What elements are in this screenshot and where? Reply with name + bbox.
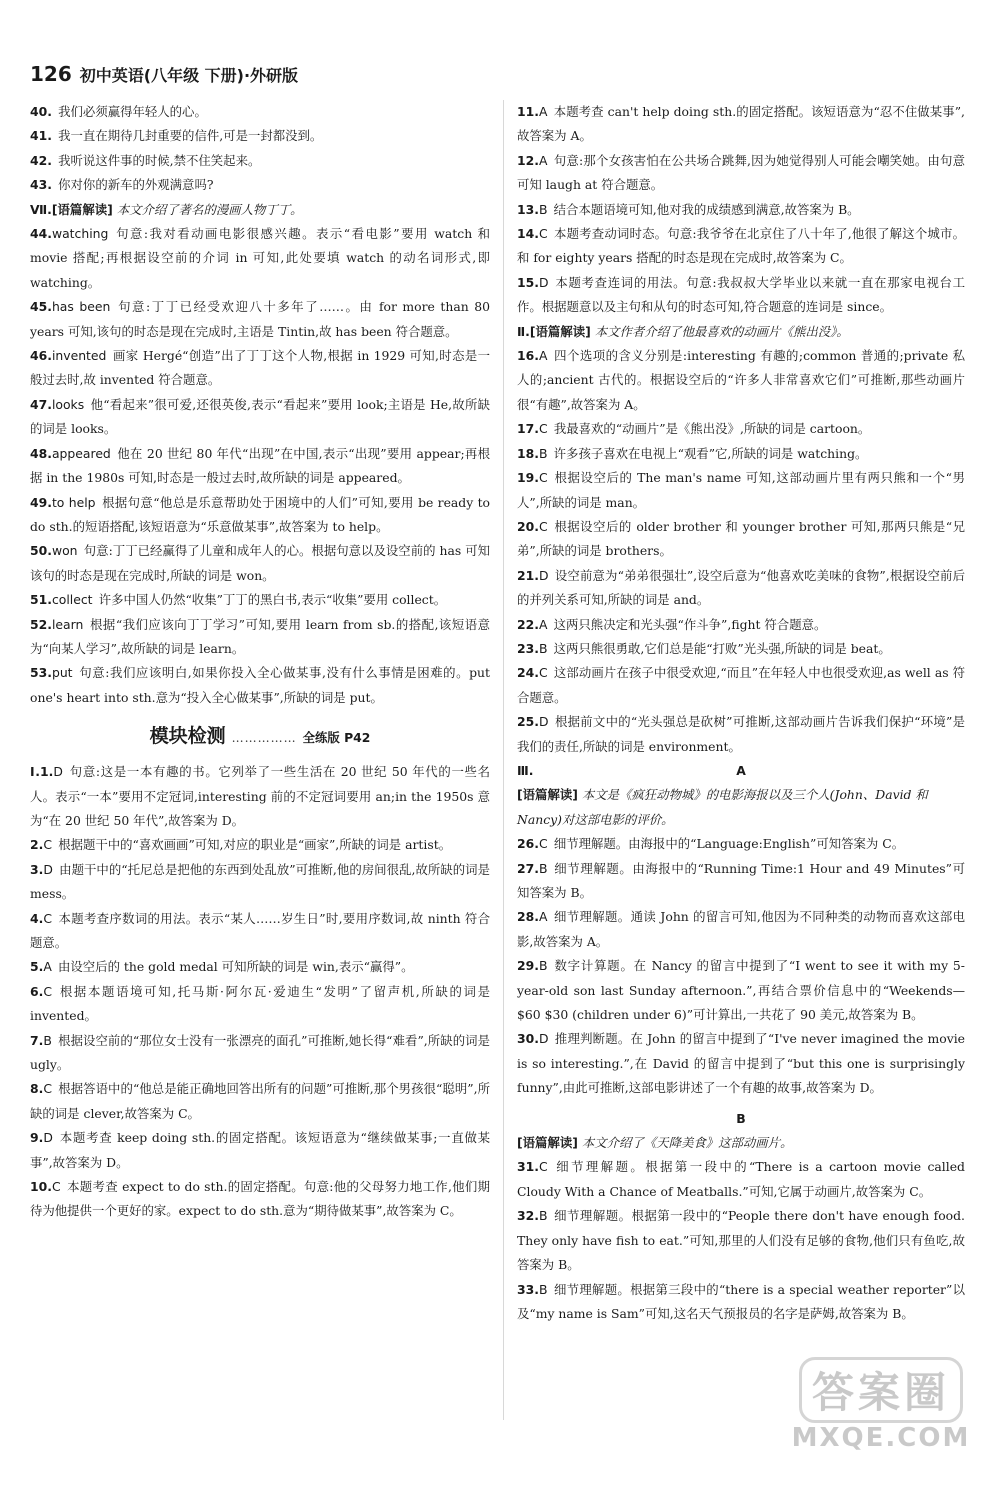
item-explanation: 推理判断题。在 John 的留言中提到了“I've never imagined the movie is so interesting.”,在 David 的留言中提到了“but this one is surprisingly funny”,由此可推断,这部电影讲述了一个有趣的故事,故答案为 D。: [517, 1031, 965, 1096]
item-number: 24.: [517, 665, 539, 681]
item-answer: C: [43, 910, 52, 926]
answer-item: [517, 222, 965, 271]
item-explanation: 我们必须赢得年轻人的心。: [58, 104, 207, 119]
answer-item: [30, 955, 490, 979]
item-answer: D: [538, 274, 549, 290]
item-explanation: 许多中国人仍然“收集”丁丁的黑白书,表示“收集”要用 collect。: [98, 592, 447, 608]
item-explanation: 根据设空前的“那位女士没有一张漂亮的面孔”可推断,她长得“难看”,所缺的词是 ugly。: [30, 1032, 490, 1073]
answer-item: [30, 149, 490, 173]
item-answer: D: [538, 567, 549, 583]
item-explanation: 细节理解题。由海报中的“Running Time:1 Hour and 49 Minutes”可知答案为 B。: [517, 860, 965, 900]
item-explanation: 我一直在期待几封重要的信件,可是一封都没到。: [58, 128, 323, 144]
item-answer: B: [538, 201, 548, 217]
item-answer: C: [538, 665, 548, 681]
item-answer: looks: [51, 396, 85, 412]
item-explanation: 这部动画片在孩子中很受欢迎,“而且”在年轻人中也很受欢迎,as well as 符合题意。: [517, 665, 965, 705]
answer-item: [30, 491, 490, 540]
watermark-url: MXQE.COM: [791, 1423, 971, 1453]
answer-item: [30, 295, 490, 344]
item-explanation: 你对你的新车的外观满意吗?: [58, 177, 214, 193]
item-answer: C: [538, 470, 548, 486]
module-test-heading: [30, 724, 490, 754]
item-explanation: 句意:丁丁已经赢得了儿童和成年人的心。根据句意以及设空前的 has 可知该句的时态是现在完成时,所缺的词是 won。: [30, 543, 490, 583]
item-number: 21.: [517, 567, 539, 583]
item-explanation: 结合本题语境可知,他对我的成绩感到满意,故答案为 B。: [553, 201, 860, 217]
page-reference: 全练版 P42: [302, 730, 371, 746]
item-number: 30.: [517, 1031, 539, 1047]
item-answer: C: [43, 1081, 52, 1097]
item-explanation: 细节理解题。通读 John 的留言可知,他因为不同种类的动物而喜欢这部电影,故答案为 A。: [517, 909, 965, 949]
item-answer: C: [538, 1159, 548, 1175]
answer-item: [517, 905, 965, 954]
answer-item: [30, 442, 490, 491]
left-column: [30, 100, 490, 1224]
item-answer: B: [538, 640, 548, 656]
item-explanation: 由题干中的“托尼总是把他的东西到处乱放”可推断,他的房间很乱,故所缺的词是 mess。: [30, 861, 490, 902]
item-answer: D: [538, 714, 549, 730]
item-number: 53.: [30, 665, 52, 681]
item-number: 49.: [30, 494, 52, 510]
answer-list: [517, 832, 965, 1100]
item-number: 41.: [30, 128, 52, 144]
item-number: 26.: [517, 836, 539, 852]
item-answer: B: [43, 1032, 52, 1048]
item-explanation: 本题考查 keep doing sth.的固定搭配。该短语意为“继续做某事;一直做某事”,故答案为 D。: [30, 1130, 490, 1170]
answer-item: [30, 124, 490, 148]
item-explanation: 根据“我们应该向丁丁学习”可知,要用 learn from sb.的搭配,该短语意为“向某人学习”,故所缺的词是 learn。: [30, 616, 490, 656]
item-number: 19.: [517, 470, 539, 486]
item-number: 27.: [517, 860, 539, 876]
right-column: [517, 100, 965, 1326]
answer-item: [30, 588, 490, 612]
answer-item: [517, 271, 965, 320]
item-answer: D: [43, 861, 53, 877]
item-number: 13.: [517, 201, 539, 217]
item-answer: C: [538, 421, 548, 437]
item-explanation: 他在 20 世纪 80 年代“出现”在中国,表示“出现”要用 appear;再根据 in the 1980s 可知,时态是一般过去时,故所缺的词是 appeared。: [30, 445, 490, 486]
item-answer: B: [538, 445, 548, 461]
item-number: 11.: [517, 104, 539, 119]
item-answer: D: [43, 1130, 53, 1146]
item-number: 12.: [517, 152, 539, 168]
item-explanation: 许多孩子喜欢在电视上“观看”它,所缺的词是 watching。: [553, 445, 868, 461]
answer-item: [517, 613, 965, 637]
answer-item: [30, 173, 490, 197]
item-explanation: 本题考查 can't help doing sth.的固定搭配。该短语意为“忍不住做某事”,故答案为 A。: [517, 104, 965, 144]
module-title: 模块检测: [149, 725, 226, 748]
answer-item: [517, 857, 965, 906]
item-explanation: 我听说这件事的时候,禁不住笑起来。: [58, 152, 261, 168]
answer-item: [30, 760, 490, 833]
item-number: Ⅰ.1.: [30, 764, 54, 780]
item-number: 32.: [517, 1208, 539, 1224]
item-answer: collect: [51, 592, 93, 608]
answer-item: [30, 344, 490, 393]
page-header: [30, 62, 298, 86]
passage-letter: A: [736, 762, 746, 778]
answer-item: [30, 100, 490, 124]
item-number: 46.: [30, 348, 52, 364]
item-explanation: 根据句意“他总是乐意帮助处于困境中的人们”可知,要用 be ready to do sth.的短语搭配,该短语意为“乐意做某事”,故答案为 to help。: [30, 494, 491, 534]
answer-item: [517, 515, 965, 564]
answer-item: [30, 613, 490, 662]
item-answer: put: [51, 665, 73, 681]
item-number: 43.: [30, 177, 52, 193]
answer-item: [517, 198, 965, 222]
item-explanation: 四个选项的含义分别是:interesting 有趣的;common 普通的;private 私人的;ancient 古代的。根据设空后的“许多人非常喜欢它们”可推断,那些动画片很“有趣”,故答案为 A。: [517, 348, 965, 412]
answer-item: [517, 417, 965, 441]
answer-item: [517, 149, 965, 198]
answer-list: [517, 344, 965, 759]
item-explanation: 根据设空后的 older brother 和 younger brother 可知,那两只熊是“兄弟”,所缺的词是 brothers。: [517, 518, 965, 559]
answer-item: [517, 954, 965, 1027]
item-number: 20.: [517, 518, 539, 534]
answer-item: [30, 1175, 490, 1224]
answer-item: [30, 393, 490, 442]
answer-item: [30, 980, 490, 1029]
item-number: 52.: [30, 616, 52, 632]
item-answer: A: [538, 348, 548, 364]
answer-list: [30, 760, 490, 1224]
item-number: 45.: [30, 299, 52, 315]
answer-item: [517, 832, 965, 856]
item-explanation: 细节理解题。由海报中的“Language:English”可知答案为 C。: [553, 836, 905, 852]
item-explanation: 设空前意为“弟弟很强壮”,设空后意为“他喜欢吃美味的食物”,根据设空前后的并列关系可知,所缺的词是 and。: [517, 567, 965, 608]
answer-list: [30, 100, 490, 198]
item-answer: C: [538, 518, 548, 534]
item-explanation: 句意:这是一本有趣的书。它列举了一些生活在 20 世纪 50 年代的一些名人。表示“一本”要用不定冠词,interesting 前的不定冠词要用 an;in the 1950s 意为“在 20 世纪 50 年代”,故答案为 D。: [30, 764, 490, 828]
answer-item: [30, 539, 490, 588]
item-answer: to help: [51, 494, 96, 510]
item-explanation: 根据答语中的“他总是能正确地回答出所有的问题”可推断,那个男孩很“聪明”,所缺的词是 clever,故答案为 C。: [30, 1081, 490, 1121]
item-number: 14.: [517, 226, 539, 242]
column-divider: [503, 100, 504, 1420]
item-explanation: 画家 Hergé“创造”出了丁丁这个人物,根据 in 1929 可知,时态是一般过去时,故 invented 符合题意。: [30, 348, 490, 388]
item-number: 51.: [30, 592, 52, 608]
item-number: 10.: [30, 1179, 52, 1195]
item-explanation: 这两只熊很勇敢,它们总是能“打败”光头强,所缺的词是 beat。: [553, 640, 891, 656]
item-number: 9.: [30, 1130, 44, 1146]
watermark-logo: 答案圈: [799, 1357, 963, 1423]
item-explanation: 本题考查动词时态。句意:我爷爷在北京住了八十年了,他很了解这个城市。和 for eighty years 搭配的时态是现在完成时,故答案为 C。: [517, 226, 965, 266]
answer-list: [517, 1155, 965, 1326]
item-number: 42.: [30, 152, 52, 168]
item-answer: D: [53, 764, 63, 780]
item-explanation: 根据前文中的“光头强总是砍树”可推断,这部动画片告诉我们保护“环境”是我们的责任,所缺的词是 environment。: [517, 714, 965, 754]
item-answer: A: [538, 616, 548, 632]
item-number: 48.: [30, 445, 52, 461]
item-number: 15.: [517, 274, 539, 290]
item-explanation: 细节理解题。根据第一段中的“There is a cartoon movie called Cloudy With a Chance of Meatballs.”可知,它属于动画片,故答案为 C。: [517, 1159, 965, 1199]
item-number: 3.: [30, 861, 44, 877]
item-number: 33.: [517, 1281, 539, 1297]
item-explanation: 本题考查连词的用法。句意:我叔叔大学毕业以来就一直在那家电视台工作。根据题意以及主句和从句的时态可知,符合题意的连词是 since。: [517, 274, 965, 315]
item-answer: C: [43, 983, 52, 999]
item-answer: C: [538, 226, 548, 242]
answer-item: [517, 564, 965, 613]
answer-item: [517, 100, 965, 149]
answer-item: [30, 858, 490, 907]
item-answer: learn: [51, 616, 84, 632]
answer-item: [517, 710, 965, 759]
book-title: 初中英语(八年级 下册)·外研版: [79, 66, 299, 85]
answer-item: [30, 1077, 490, 1126]
item-number: 29.: [517, 958, 539, 974]
answer-item: [517, 344, 965, 417]
item-answer: B: [538, 958, 548, 974]
item-explanation: 句意:我们应该明白,如果你投入全心做某事,没有什么事情是困难的。put one's heart into sth.意为“投入全心做某事”,所缺的词是 put。: [30, 665, 490, 705]
item-number: 44.: [30, 226, 52, 242]
item-number: 47.: [30, 396, 52, 412]
item-number: 8.: [30, 1081, 44, 1097]
item-number: 16.: [517, 348, 539, 364]
item-answer: appeared: [51, 445, 111, 461]
item-number: 50.: [30, 543, 52, 559]
item-answer: A: [538, 909, 548, 925]
answer-item: [517, 466, 965, 515]
section-number: Ⅲ.: [517, 762, 534, 778]
item-explanation: 句意:我对看动画电影很感兴趣。表示“看电影”要用 watch 和 movie 搭配;再根据设空前的介词 in 可知,此处要填 watch 的动名词形式,即 watching。: [30, 226, 490, 290]
item-number: 6.: [30, 983, 44, 999]
item-answer: B: [538, 1208, 548, 1224]
answer-item: [517, 1278, 965, 1327]
item-answer: won: [51, 543, 78, 559]
answer-item: [30, 833, 490, 857]
item-explanation: 细节理解题。根据第一段中的“People there don't have enough food. They only have fish to eat.”可知,那里的人们没有足够的食物,他们只有鱼吃,故答案为 B。: [517, 1208, 965, 1273]
item-explanation: 细节理解题。根据第三段中的“there is a special weather reporter”以及“my name is Sam”可知,这名天气预报员的名字是萨姆,故答案为 B。: [517, 1281, 965, 1321]
passage-summary: [语篇解读] 本文是《疯狂动物城》的电影海报以及三个人(John、David 和 Nancy)对这部电影的评价。: [517, 787, 928, 827]
item-number: 7.: [30, 1032, 44, 1048]
answer-item: [517, 1204, 965, 1277]
passage-summary: Ⅶ.[语篇解读] 本文介绍了著名的漫画人物丁丁。: [30, 201, 303, 217]
item-number: 25.: [517, 714, 539, 730]
passage-summary: Ⅱ.[语篇解读] 本文作者介绍了他最喜欢的动画片《熊出没》。: [517, 323, 849, 339]
answer-item: [517, 637, 965, 661]
item-answer: A: [538, 152, 548, 168]
leader-dots: ……………: [231, 731, 297, 746]
answer-item: [517, 442, 965, 466]
answer-item: [30, 1029, 490, 1078]
item-number: 5.: [30, 959, 44, 975]
item-explanation: 根据设空后的 The man's name 可知,这部动画片里有两只熊和一个“男人”,所缺的词是 man。: [517, 470, 965, 510]
item-number: 22.: [517, 616, 539, 632]
item-answer: C: [51, 1179, 61, 1195]
item-answer: D: [538, 1031, 549, 1047]
item-answer: C: [538, 836, 548, 852]
page-number: 126: [30, 62, 72, 86]
item-explanation: 句意:丁丁已经受欢迎八十多年了……。由 for more than 80 years 可知,该句的时态是现在完成时,主语是 Tintin,故 has been 符合题意。: [30, 299, 490, 339]
watermark: [776, 1345, 986, 1465]
answer-item: [30, 907, 490, 956]
item-explanation: 句意:那个女孩害怕在公共场合跳舞,因为她觉得别人可能会嘲笑她。由句意可知 laugh at 符合题意。: [517, 152, 965, 193]
item-answer: A: [538, 104, 548, 119]
answer-list: [30, 222, 490, 710]
item-explanation: 他“看起来”很可爱,还很英俊,表示“看起来”要用 look;主语是 He,故所缺的词是 looks。: [30, 396, 490, 437]
item-explanation: 我最喜欢的“动画片”是《熊出没》,所缺的词是 cartoon。: [553, 421, 871, 437]
item-answer: C: [43, 837, 52, 853]
answer-item: [517, 661, 965, 710]
item-answer: watching: [51, 226, 109, 242]
item-explanation: 本题考查序数词的用法。表示“某人……岁生日”时,要用序数词,故 ninth 符合题意。: [30, 910, 490, 950]
item-number: 31.: [517, 1159, 539, 1175]
item-explanation: 本题考查 expect to do sth.的固定搭配。句意:他的父母努力地工作,他们期待为他提供一个更好的家。expect to do sth.意为“期待做某事”,故答案为 C。: [30, 1179, 490, 1219]
item-number: 4.: [30, 910, 44, 926]
answer-item: [30, 1126, 490, 1175]
passage-summary: [语篇解读] 本文介绍了《天降美食》这部动画片。: [517, 1135, 793, 1151]
answer-item: [517, 1027, 965, 1100]
item-number: 17.: [517, 421, 539, 437]
item-explanation: 根据题干中的“喜欢画画”可知,对应的职业是“画家”,所缺的词是 artist。: [58, 837, 452, 853]
item-number: 40.: [30, 104, 52, 119]
item-number: 28.: [517, 909, 539, 925]
item-answer: A: [43, 959, 52, 975]
item-answer: B: [538, 1281, 548, 1297]
item-answer: B: [538, 860, 548, 876]
item-number: 18.: [517, 445, 539, 461]
item-explanation: 数字计算题。在 Nancy 的留言中提到了“I went to see it with my 5-year-old son last Sunday afternoon.”,再结合票价信息中的“Weekends— $60 $30 (children under 6)”可计算出,一共花了 90 美元,故答案为 B。: [517, 958, 965, 1023]
item-explanation: 这两只熊决定和光头强“作斗争”,fight 符合题意。: [553, 616, 827, 632]
answer-list: [517, 100, 965, 320]
item-answer: has been: [51, 299, 111, 315]
answer-item: [30, 222, 490, 295]
item-explanation: 由设空后的 the gold medal 可知所缺的词是 win,表示“赢得”。: [58, 959, 414, 975]
item-explanation: 根据本题语境可知,托马斯·阿尔瓦·爱迪生“发明”了留声机,所缺的词是 invented。: [30, 983, 490, 1024]
answer-item: [30, 661, 490, 710]
item-number: 2.: [30, 837, 44, 853]
item-answer: invented: [51, 348, 107, 364]
passage-letter: B: [736, 1110, 746, 1126]
answer-item: [517, 1155, 965, 1204]
item-number: 23.: [517, 640, 539, 656]
